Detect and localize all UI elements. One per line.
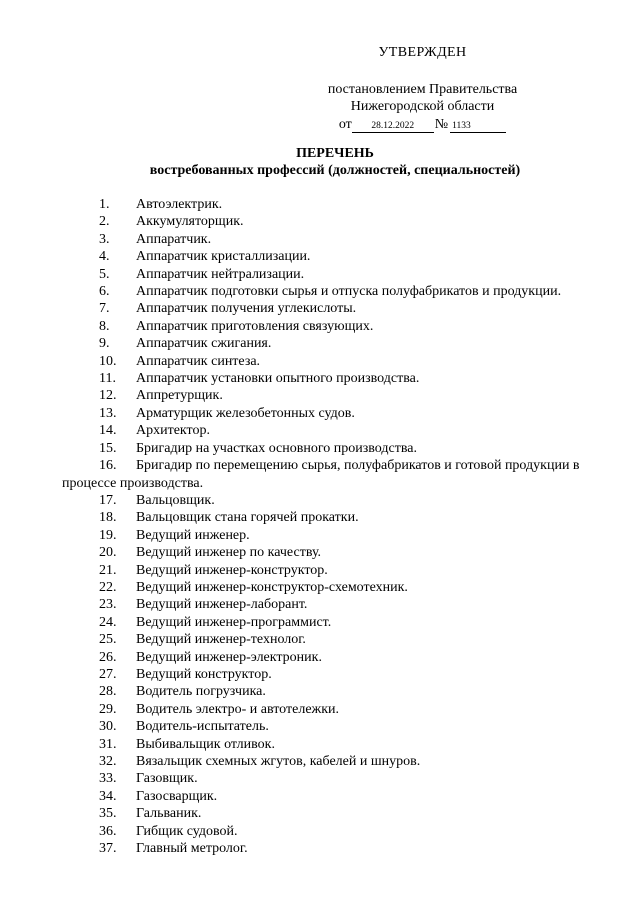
profession-item	[62, 596, 610, 613]
profession-text: Бригадир на участках основного производства.	[136, 440, 417, 456]
profession-number: 6.	[99, 284, 110, 300]
approval-line-1: постановлением Правительства	[327, 81, 518, 97]
document-subtitle: востребованных профессий (должностей, специальностей)	[149, 162, 521, 178]
profession-item	[62, 318, 610, 335]
profession-text: Водитель-испытатель.	[136, 719, 269, 735]
profession-number: 18.	[99, 510, 117, 526]
profession-item	[62, 614, 610, 631]
profession-number: 22.	[99, 579, 117, 595]
profession-text: Автоэлектрик.	[136, 197, 223, 212]
profession-text: Аккумуляторщик.	[136, 214, 244, 230]
profession-number: 30.	[99, 719, 117, 735]
date-prefix: от	[338, 116, 352, 132]
profession-number: 3.	[99, 231, 110, 247]
profession-number: 29.	[99, 701, 117, 717]
profession-item	[62, 701, 610, 718]
profession-number: 34.	[99, 788, 117, 804]
profession-number: 14.	[99, 423, 117, 439]
profession-text: Архитектор.	[136, 423, 210, 439]
profession-text: Водитель электро- и автотележки.	[136, 701, 339, 717]
profession-item	[62, 840, 610, 857]
profession-text: Ведущий инженер.	[136, 527, 250, 543]
profession-item	[62, 718, 610, 735]
approval-date-line	[300, 116, 545, 134]
profession-number: 35.	[99, 806, 117, 822]
profession-item	[62, 492, 610, 509]
profession-list	[62, 196, 610, 857]
profession-text: Аппаратчик.	[136, 231, 212, 247]
profession-number: 24.	[99, 614, 117, 630]
profession-item	[62, 248, 610, 265]
profession-text: Газосварщик.	[136, 788, 218, 804]
profession-number: 20.	[99, 545, 117, 561]
profession-number: 21.	[99, 562, 117, 578]
profession-number: 8.	[99, 318, 110, 334]
profession-number: 12.	[99, 388, 117, 404]
profession-text: Гальваник.	[136, 806, 202, 822]
profession-item	[62, 527, 610, 544]
profession-text: Ведущий инженер-лаборант.	[136, 597, 308, 613]
profession-item	[62, 683, 610, 700]
profession-text: Аппаратчик установки опытного производства.	[136, 371, 420, 387]
profession-text: Выбивальщик отливок.	[136, 736, 275, 752]
profession-item	[62, 753, 610, 770]
profession-item	[62, 266, 610, 283]
profession-number: 2.	[99, 214, 110, 230]
profession-number: 10.	[99, 353, 117, 369]
profession-item	[62, 335, 610, 352]
profession-number: 23.	[99, 597, 117, 613]
profession-number: 7.	[99, 301, 110, 317]
profession-text: Вальцовщик стана горячей прокатки.	[136, 510, 359, 526]
profession-item	[62, 649, 610, 666]
profession-text: Газовщик.	[136, 771, 198, 787]
number-sign: №	[434, 116, 449, 132]
profession-number: 19.	[99, 527, 117, 543]
profession-text: Гибщик судовой.	[136, 823, 238, 839]
profession-text: Главный метролог.	[136, 841, 248, 857]
profession-item	[62, 370, 610, 387]
profession-text: Аппаратчик сжигания.	[136, 336, 272, 352]
profession-number: 31.	[99, 736, 117, 752]
profession-text: Вальцовщик.	[136, 492, 215, 508]
profession-number: 33.	[99, 771, 117, 787]
profession-item	[62, 666, 610, 683]
profession-text: Ведущий инженер-электроник.	[136, 649, 322, 665]
profession-text: Бригадир по перемещению сырья, полуфабрикатов и готовой продукции в процессе производства.	[62, 458, 580, 491]
date-field: 28.12.2022	[352, 121, 434, 133]
profession-number: 25.	[99, 632, 117, 648]
profession-text: Ведущий инженер-конструктор-схемотехник.	[136, 579, 408, 595]
profession-text: Арматурщик железобетонных судов.	[136, 405, 355, 421]
profession-item	[62, 805, 610, 822]
profession-item	[62, 579, 610, 596]
profession-number: 15.	[99, 440, 117, 456]
profession-number: 16.	[99, 458, 117, 474]
approval-line-2: Нижегородской области	[350, 99, 495, 114]
profession-number: 32.	[99, 754, 117, 769]
profession-item	[62, 770, 610, 787]
profession-item	[62, 823, 610, 840]
profession-text: Аппаратчик синтеза.	[136, 353, 261, 369]
profession-text: Аппаратчик кристаллизации.	[136, 249, 311, 265]
profession-item	[62, 353, 610, 370]
profession-item	[62, 457, 610, 492]
profession-number: 37.	[99, 841, 117, 857]
profession-item	[62, 788, 610, 805]
profession-text: Аппаратчик нейтрализации.	[136, 266, 305, 282]
profession-number: 4.	[99, 249, 110, 265]
document-title: ПЕРЕЧЕНЬ	[296, 146, 374, 161]
profession-text: Аппаратчик получения углекислоты.	[136, 301, 357, 317]
number-field: 1133	[450, 121, 506, 133]
profession-text: Ведущий инженер-конструктор.	[136, 562, 328, 578]
profession-number: 9.	[99, 336, 110, 352]
profession-text: Аппаратчик подготовки сырья и отпуска полуфабрикатов и продукции.	[136, 284, 562, 300]
profession-item	[62, 405, 610, 422]
document-heading	[0, 146, 640, 179]
profession-text: Ведущий инженер по качеству.	[136, 545, 322, 561]
profession-number: 5.	[99, 266, 110, 282]
profession-item	[62, 231, 610, 248]
profession-text: Аппретурщик.	[136, 388, 223, 404]
profession-item	[62, 631, 610, 648]
profession-item	[62, 283, 610, 300]
profession-number: 13.	[99, 405, 117, 421]
profession-text: Вязальщик схемных жгутов, кабелей и шнуров.	[136, 754, 421, 769]
profession-number: 36.	[99, 823, 117, 839]
profession-item	[62, 300, 610, 317]
profession-number: 28.	[99, 684, 117, 700]
profession-item	[62, 387, 610, 404]
profession-item	[62, 544, 610, 561]
approval-title: УТВЕРЖДЕН	[378, 45, 467, 60]
profession-text: Ведущий инженер-технолог.	[136, 632, 306, 648]
profession-number: 17.	[99, 492, 117, 508]
profession-number: 27.	[99, 666, 117, 682]
profession-item	[62, 213, 610, 230]
profession-text: Аппаратчик приготовления связующих.	[136, 318, 374, 334]
profession-text: Водитель погрузчика.	[136, 684, 266, 700]
profession-number: 26.	[99, 649, 117, 665]
profession-item	[62, 196, 610, 213]
profession-item	[62, 422, 610, 439]
profession-number: 1.	[99, 197, 110, 212]
profession-item	[62, 509, 610, 526]
profession-number: 11.	[99, 371, 116, 387]
profession-item	[62, 736, 610, 753]
profession-item	[62, 440, 610, 457]
approval-spacer	[300, 62, 545, 81]
approval-block	[300, 44, 545, 133]
profession-text: Ведущий конструктор.	[136, 666, 272, 682]
profession-item	[62, 562, 610, 579]
profession-text: Ведущий инженер-программист.	[136, 614, 332, 630]
